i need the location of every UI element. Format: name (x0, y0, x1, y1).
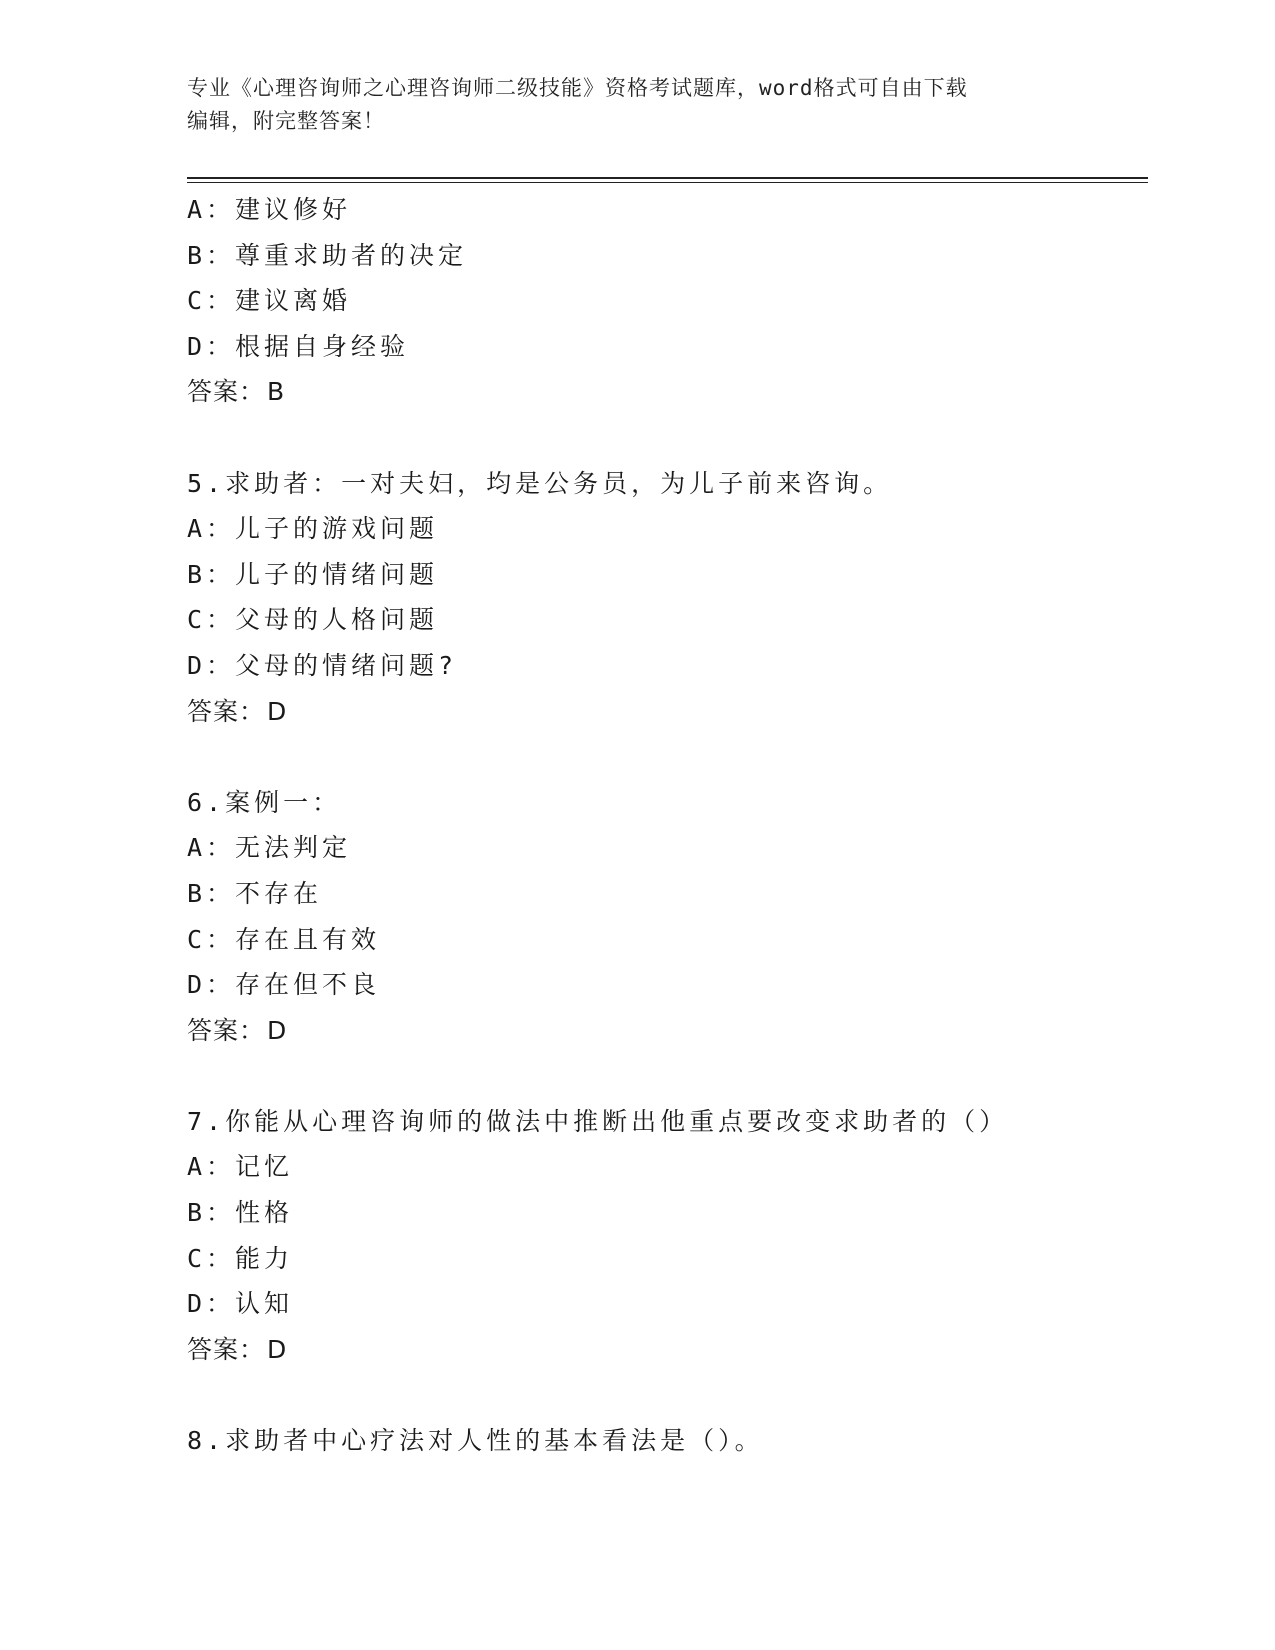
question-5 (187, 461, 1147, 735)
question-8 (187, 1418, 1147, 1464)
option-d: D：根据自身经验 (187, 331, 410, 361)
option-d: D：存在但不良 (187, 970, 381, 1000)
question-text: 6.案例一： (187, 787, 342, 817)
option-c: C：建议离婚 (187, 286, 352, 316)
option-c: C：能力 (187, 1243, 294, 1273)
question-text: 8.求助者中心疗法对人性的基本看法是（）。 (187, 1426, 764, 1456)
answer (187, 689, 1147, 735)
option-a: A：无法判定 (187, 833, 352, 863)
option-a: A：建议修好 (187, 195, 352, 224)
header-rule-thin (187, 182, 1148, 183)
answer (187, 369, 1147, 415)
answer-value: D (267, 696, 288, 726)
option-b: B：儿子的情绪问题 (187, 559, 439, 589)
answer-value: B (267, 377, 286, 407)
option-b: B：尊重求助者的决定 (187, 240, 468, 270)
option-b: B：不存在 (187, 878, 323, 908)
answer-label: 答案： (187, 377, 266, 407)
answer-label: 答案： (187, 696, 266, 726)
answer-value: D (267, 1334, 288, 1364)
question-text: 7.你能从心理咨询师的做法中推断出他重点要改变求助者的（） (187, 1106, 1009, 1136)
option-d: D：父母的情绪问题? (187, 650, 458, 680)
header-rule-thick (187, 177, 1148, 179)
answer-label: 答案： (187, 1334, 266, 1364)
answer-label: 答案： (187, 1015, 266, 1045)
question-list (187, 187, 1147, 1464)
answer-value: D (267, 1015, 288, 1045)
header-line-1: 专业《心理咨询师之心理咨询师二级技能》资格考试题库，word格式可自由下载 (187, 76, 968, 100)
question-7 (187, 1099, 1147, 1373)
spacer (187, 1053, 1147, 1099)
option-d: D：认知 (187, 1289, 294, 1319)
option-a: A：儿子的游戏问题 (187, 514, 439, 544)
option-a: A：记忆 (187, 1152, 294, 1182)
option-b: B：性格 (187, 1198, 294, 1228)
option-c: C：父母的人格问题 (187, 605, 439, 635)
spacer (187, 734, 1147, 780)
document-header (187, 72, 1087, 138)
answer (187, 1008, 1147, 1054)
header-line-2: 编辑，附完整答案！ (187, 109, 385, 133)
question-4 (187, 187, 1147, 415)
question-6 (187, 780, 1147, 1054)
answer (187, 1327, 1147, 1373)
spacer (187, 1372, 1147, 1418)
option-c: C：存在且有效 (187, 924, 381, 954)
spacer (187, 415, 1147, 461)
question-text: 5.求助者：一对夫妇，均是公务员，为儿子前来咨询。 (187, 468, 893, 498)
